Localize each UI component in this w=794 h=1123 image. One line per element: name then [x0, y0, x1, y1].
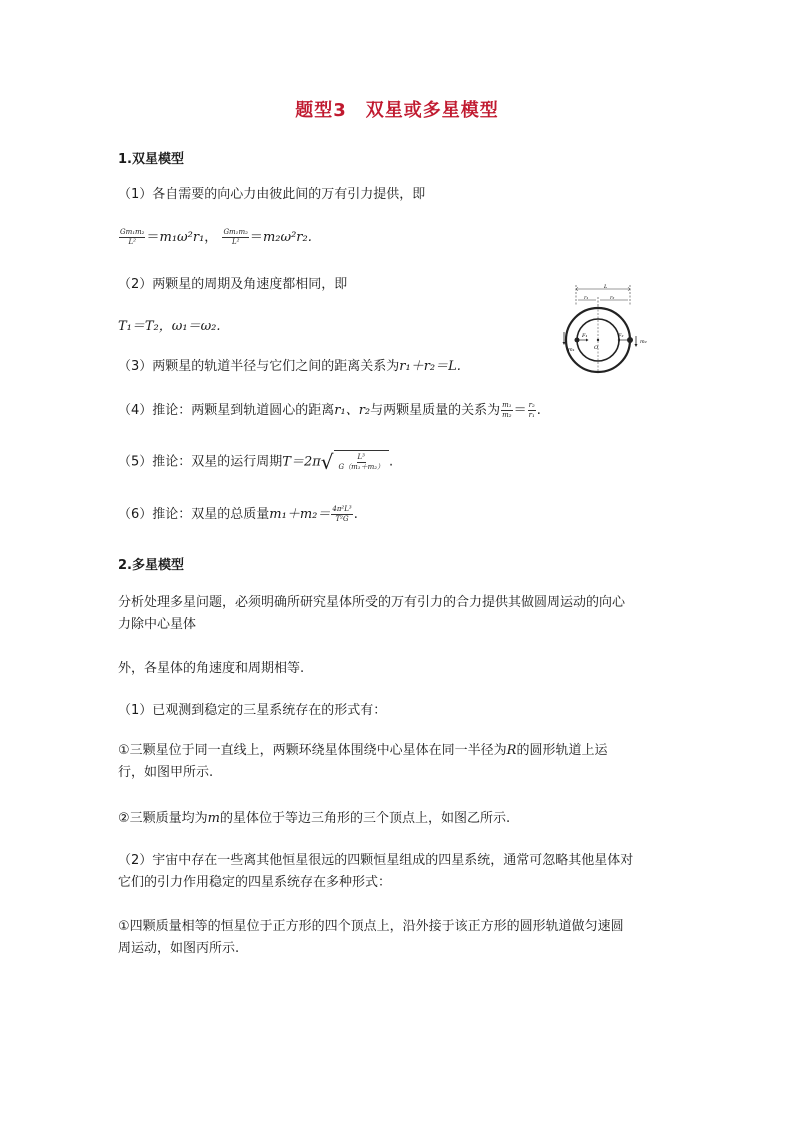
star-m1 — [575, 338, 580, 343]
label-L: L — [604, 284, 608, 290]
section-heading-binary: 1.双星模型 — [118, 152, 184, 167]
fraction-radius-ratio: $\frac{\text{r₂}}{\text{r₁}}$ — [528, 401, 535, 419]
binary-item-4: （4）推论：两颗星到轨道圆心的距离r₁、r₂与两颗星质量的关系为 $\frac{\text{m₁}}{\text{m₂}}$ ＝ $\frac{\text{r₂}}{\text{r₁}}$ . — [118, 401, 541, 419]
quad-heading: （2）宇宙中存在一些离其他恒星很远的四颗恒星组成的四星系统，通常可忽略其他星体对 它们的引力作用稳定的四星系统存在多种形式： — [118, 853, 634, 890]
binary-item-3: （3）两颗星的轨道半径与它们之间的距离关系为r₁＋r₂＝L. — [118, 359, 461, 374]
label-m1: m₁ — [568, 347, 575, 353]
formula-period-equal: T₁＝T₂，ω₁＝ω₂. — [118, 319, 221, 334]
page-title: 题型3 双星或多星模型 — [295, 100, 499, 121]
multi-intro-cont: 外，各星体的角速度和周期相等. — [118, 661, 305, 676]
formula-period-lhs: T＝2π — [282, 454, 321, 470]
section-heading-multi: 2.多星模型 — [118, 558, 184, 573]
label-F1: F₁ — [582, 333, 588, 339]
formula-mass-lhs: m₁＋m₂＝ — [269, 507, 331, 522]
binary-star-diagram — [560, 282, 660, 382]
label-F2: F₂ — [618, 333, 624, 339]
multi-intro: 分析处理多星问题，必须明确所研究星体所受的万有引力的合力提供其做圆周运动的向心 力除中心星体 — [118, 595, 626, 632]
fraction-total-mass: $\frac{\text{4π²L³}}{\text{T²G}}$ — [332, 505, 352, 523]
label-O: O — [594, 345, 599, 351]
binary-item-2: （2）两颗星的周期及角速度都相同，即 — [118, 277, 348, 292]
fraction-mass-ratio: $\frac{\text{m₁}}{\text{m₂}}$ — [502, 401, 512, 419]
fraction-gravity-1: $\frac{\text{Gm₁m₂}}{\text{L²}}$ — [120, 228, 145, 246]
formula-separator: ， — [204, 230, 218, 245]
formula-rhs-1: m₁ω²r₁ — [159, 230, 205, 245]
binary-item-6: （6）推论：双星的总质量m₁＋m₂＝ $\frac{\text{4π²L³}}{\text{T²G}}$ . — [118, 505, 358, 523]
triple-heading: （1）已观测到稳定的三星系统存在的形式有： — [118, 703, 387, 718]
label-m2: m₂ — [640, 339, 647, 345]
star-m2 — [627, 337, 633, 343]
quad-form-a: ①四颗质量相等的恒星位于正方形的四个顶点上，沿外接于该正方形的圆形轨道做匀速圆 周运动，如图丙所示. — [118, 919, 624, 956]
triple-form-a: ①三颗星位于同一直线上，两颗环绕星体围绕中心星体在同一半径为R的圆形轨道上运 行，如图甲所示. — [118, 743, 608, 780]
label-r2: r₂ — [610, 295, 615, 301]
formula-centripetal: $\frac{\text{Gm₁m₂}}{\text{L²}}$ ＝m₁ω²r₁， $\frac{\text{Gm₁m₂}}{\text{L²}}$ ＝m₂ω²r₂. — [120, 228, 312, 246]
binary-item-1: （1）各自需要的向心力由彼此间的万有引力提供，即 — [118, 187, 426, 202]
triple-form-b: ②三颗质量均为m的星体位于等边三角形的三个顶点上，如图乙所示. — [118, 811, 511, 826]
binary-item-5: （5）推论：双星的运行周期T＝2π √ $\frac{\text{L³}}{\text{G（m₁＋m₂）}}$ . — [118, 450, 394, 474]
label-r1: r₁ — [584, 295, 589, 301]
formula-rhs-2: m₂ω²r₂. — [262, 230, 312, 245]
formula-radius-sum: r₁＋r₂＝L. — [399, 359, 461, 374]
fraction-gravity-2: $\frac{\text{Gm₁m₂}}{\text{L²}}$ — [223, 228, 248, 246]
sqrt-period: √ $\frac{\text{L³}}{\text{G（m₁＋m₂）}}$ — [321, 450, 389, 474]
